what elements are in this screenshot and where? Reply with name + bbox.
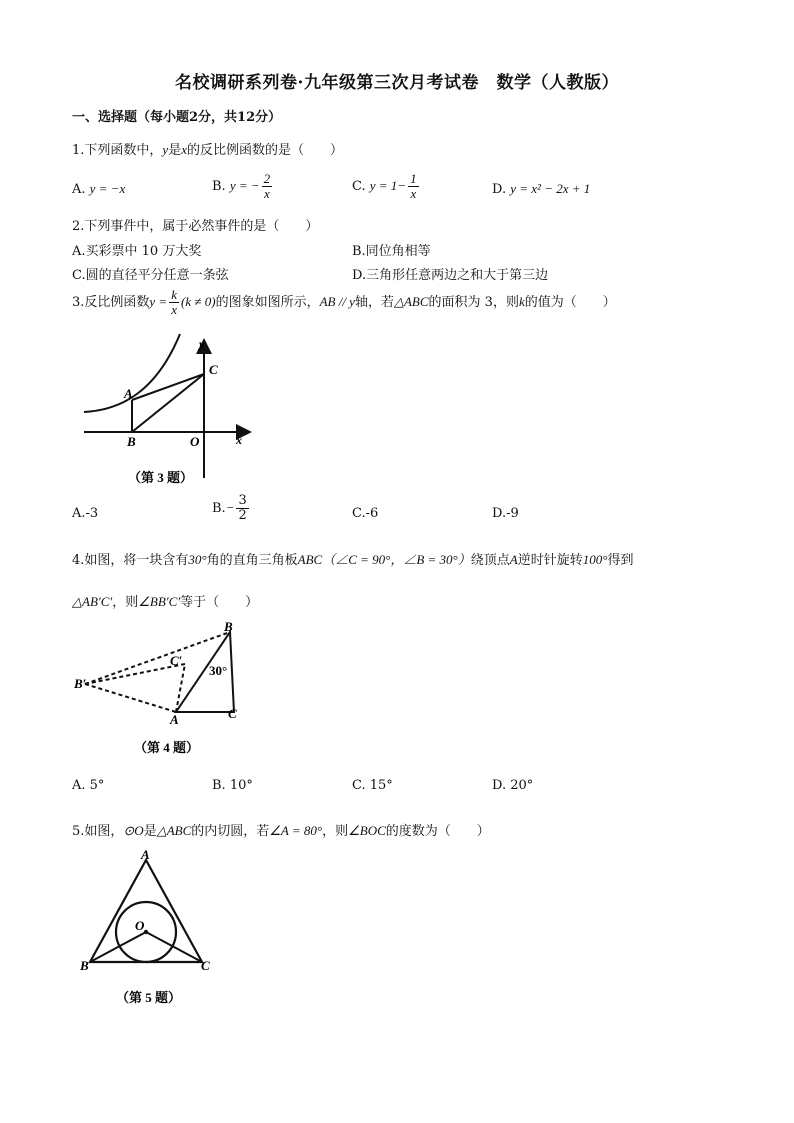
q4-line2-angle: ∠BB′C′ [138,594,181,609]
figure-caption-3: （第 3 题） [128,470,194,485]
figure-q3 [76,332,266,492]
q2-option-b[interactable]: B.同位角相等 [352,244,431,259]
q3-option-b-fraction [236,494,248,523]
q3-option-a[interactable]: A.-3 [72,506,99,521]
q1-option-b-num: 2 [263,171,271,186]
label-c-prime: C′ [170,653,183,668]
q4-option-b[interactable]: B. 10° [212,778,253,793]
question-4-line1 [72,549,633,568]
q5-triangle: △ABC [156,823,192,838]
q3-option-b-num: 3 [238,493,247,508]
q5-angle-boc: ∠BOC [348,823,386,838]
q3-option-b-den: 2 [238,508,247,523]
q1-option-b-den: x [264,186,270,201]
q3-option-b-sign: − [225,500,235,515]
q4-line2-triangle: △AB′C′ [72,594,113,609]
question-3-stem [72,288,616,317]
label-x: x [236,433,242,447]
q1-option-c-den: x [410,186,417,201]
q4-line1-tail: 得到 [607,553,634,568]
q3-stem-end: 的值为（ ） [524,295,616,310]
q1-option-a[interactable] [72,181,125,197]
q3-stem-mid2: 轴，若 [354,295,394,310]
q5-stem-mid3: ，则 [322,824,349,839]
q1-option-b-label: B. [212,179,226,194]
q4-line2-mid: ，则 [112,595,139,610]
q4-vertex-a: A [509,552,518,567]
q3-condition: (k ≠ 0) [180,294,216,309]
question-1-stem [72,139,343,158]
q5-stem-pre: 5.如图， [72,824,124,839]
page-title: 名校调研系列卷·九年级第三次月考试卷 数学（人教版） [175,73,619,93]
q2-option-c[interactable]: C.圆的直径平分任意一条弦 [72,268,229,283]
q1-option-a-label: A. [72,182,86,197]
q4-line2-post: 等于（ ） [180,595,259,610]
q3-frac-num: k [171,287,177,302]
label-a: A [124,386,133,401]
label-y: y [199,337,205,351]
label-o: O [190,434,200,449]
q5-stem-post: 的度数为（ ） [385,824,490,839]
q4-line1-pre: 4.如图，将一块含有 [72,553,189,568]
q4-option-d[interactable]: D. 20° [492,778,534,793]
q4-deg100: 100° [582,552,608,567]
q4-line1-post: 绕顶点 [470,553,510,568]
label-b: B [127,434,136,449]
question-5-stem [72,820,490,839]
triangle-abc [90,860,202,962]
q1-option-b[interactable] [212,172,274,201]
segment-ac [132,374,204,400]
label-b: B [80,958,89,973]
q3-frac-lhs: y = [149,294,168,309]
q1-option-c[interactable] [352,172,421,201]
q5-stem-mid2: 的内切圆，若 [191,824,270,839]
center-o [144,930,148,934]
question-4-line2 [72,591,258,610]
figure-q5 [72,846,232,1011]
label-a: A [170,712,179,727]
segment-bc [132,374,204,432]
q1-stem-x: x [181,142,187,157]
label-c: C [228,706,237,721]
q1-stem-y: y [162,142,169,157]
q4-line1-end: 逆时针旋转 [517,553,583,568]
q3-k: k [518,294,525,309]
q1-option-d-label: D. [492,182,507,197]
q2-option-d[interactable]: D.三角形任意两边之和大于第三边 [352,268,549,283]
figure-caption-5: （第 5 题） [116,990,182,1005]
q3-stem-mid: 的图象如图所示， [215,295,320,310]
q3-stem-post: 的面积为 3，则 [428,295,519,310]
q1-option-d-expr: y = x² − 2x + 1 [510,181,591,196]
segment-bp-a [85,684,176,712]
q3-parallel: AB // y [319,294,355,309]
q4-line1-mid: 角的直角三角板 [206,553,298,568]
q1-option-b-fraction [262,172,273,201]
q3-option-d[interactable]: D.-9 [492,506,519,521]
q3-option-c[interactable]: C.-6 [352,506,379,521]
q4-option-c[interactable]: C. 15° [352,778,393,793]
q2-option-a[interactable]: A.买彩票中 10 万大奖 [72,244,202,259]
label-a: A [141,847,150,862]
q1-option-b-lhs: y = − [229,178,260,193]
figure-q4 [72,618,262,763]
q1-option-c-num: 1 [410,171,417,186]
label-o: O [135,918,145,933]
q1-stem-mid: 是 [168,143,182,158]
label-angle-30: 30° [209,663,228,678]
q4-option-a[interactable]: A. 5° [72,778,105,793]
q1-stem-pre: 1.下列函数中， [72,143,163,158]
section-heading: 一、选择题（每小题2分，共12分） [72,110,282,125]
q5-angle-a: ∠A = 80° [269,823,323,838]
q1-stem-post: 的反比例函数的是（ ） [186,143,343,158]
q4-deg30: 30° [188,552,207,567]
question-2-stem: 2.下列事件中，属于必然事件的是（ ） [72,219,319,234]
figure-caption-4: （第 4 题） [134,740,200,755]
q4-abc: ABC [297,552,323,567]
q4-condition: （∠C = 90°，∠B = 30°） [322,552,471,567]
label-b: B [224,619,233,634]
q3-fraction [169,288,179,317]
q1-option-d[interactable] [492,181,590,197]
q3-option-b-label: B. [212,501,226,516]
label-b-prime: B′ [74,676,87,691]
q3-option-b[interactable] [212,494,251,523]
q3-frac-den: x [171,302,177,317]
label-c: C [201,958,210,973]
label-c: C [209,362,218,377]
q1-option-a-expr: y = −x [89,181,126,196]
q3-triangle: △ABC [393,294,429,309]
q5-circle: ⊙O [123,823,144,838]
q3-stem-pre: 3.反比例函数 [72,295,150,310]
q1-option-c-label: C. [352,179,366,194]
q5-stem-mid: 是 [143,824,157,839]
q1-option-c-fraction [408,172,419,201]
q1-option-c-lhs: y = 1− [369,178,407,193]
